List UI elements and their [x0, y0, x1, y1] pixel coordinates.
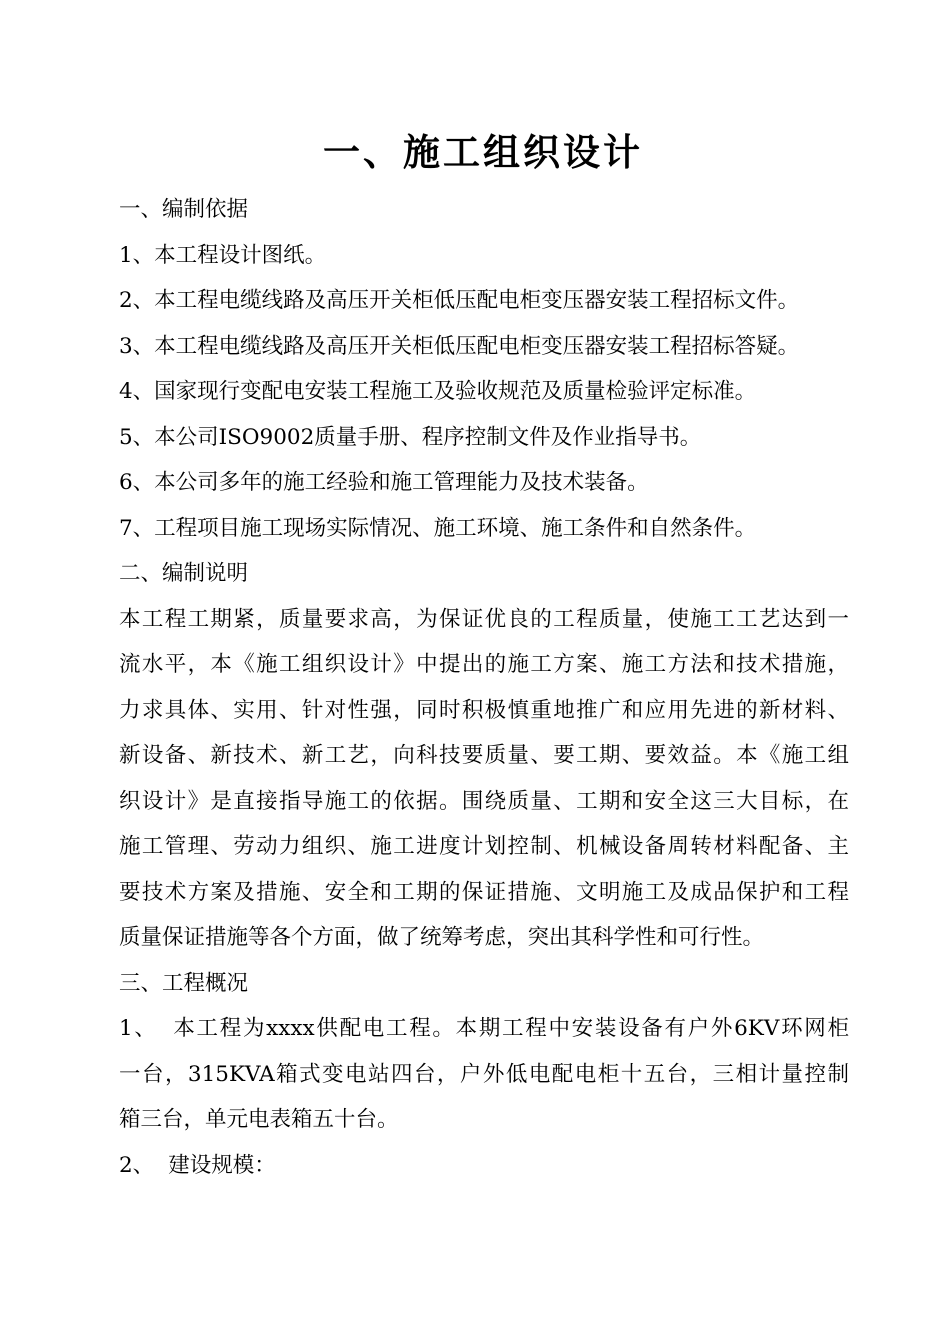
section-heading-description: 二、编制说明 — [119, 561, 249, 586]
basis-item: 5、本公司ISO9002质量手册、程序控制文件及作业指导书。 — [119, 424, 702, 450]
basis-item: 1、本工程设计图纸。 — [119, 242, 327, 268]
paragraph-line: 织设计》是直接指导施工的依据。围绕质量、工期和安全这三大目标，在 — [119, 788, 849, 814]
basis-item: 7、工程项目施工现场实际情况、施工环境、施工条件和自然条件。 — [119, 515, 757, 541]
paragraph-line-last: 质量保证措施等各个方面，做了统筹考虑，突出其科学性和可行性。 — [119, 925, 765, 950]
overview-item-2 — [119, 1143, 849, 1189]
paragraph-line: 流水平，本《施工组织设计》中提出的施工方案、施工方法和技术措施， — [119, 652, 849, 677]
basis-item: 4、国家现行变配电安装工程施工及验收规范及质量检验评定标准。 — [119, 379, 757, 404]
paragraph-line: 要技术方案及措施、安全和工期的保证措施、文明施工及成品保护和工程 — [119, 879, 849, 905]
item-number: 1、 — [119, 1016, 158, 1041]
document-body — [119, 187, 849, 1188]
basis-item: 2、本工程电缆线路及高压开关柜低压配电柜变压器安装工程招标文件。 — [119, 288, 800, 313]
item-text: 建设规模： — [168, 1152, 276, 1178]
page-title: 一、施工组织设计 — [323, 130, 643, 174]
paragraph-line: 新设备、新技术、新工艺，向科技要质量、要工期、要效益。本《施工组 — [119, 743, 849, 768]
paragraph-line: 施工管理、劳动力组织、施工进度计划控制、机械设备周转材料配备、主 — [119, 834, 849, 859]
overview-item-1-line: 一台，315KVA箱式变电站四台，户外低电配电柜十五台，三相计量控制 — [119, 1061, 849, 1087]
item-number: 2、 — [119, 1152, 155, 1178]
paragraph-line: 本工程工期紧，质量要求高，为保证优良的工程质量，使施工工艺达到一 — [119, 606, 849, 632]
section-heading-basis: 一、编制依据 — [119, 197, 249, 222]
paragraph-line: 力求具体、实用、针对性强，同时积极慎重地推广和应用先进的新材料、 — [119, 697, 849, 723]
item-text: 本工程为xxxx供配电工程。本期工程中安装设备有户外6KV环网柜 — [171, 1016, 849, 1041]
section-heading-overview: 三、工程概况 — [119, 970, 249, 996]
overview-item-1-first-line — [119, 1006, 849, 1052]
overview-item-1-line: 箱三台，单元电表箱五十台。 — [119, 1107, 399, 1132]
basis-item: 3、本工程电缆线路及高压开关柜低压配电柜变压器安装工程招标答疑。 — [119, 333, 800, 359]
basis-item: 6、本公司多年的施工经验和施工管理能力及技术装备。 — [119, 470, 649, 495]
